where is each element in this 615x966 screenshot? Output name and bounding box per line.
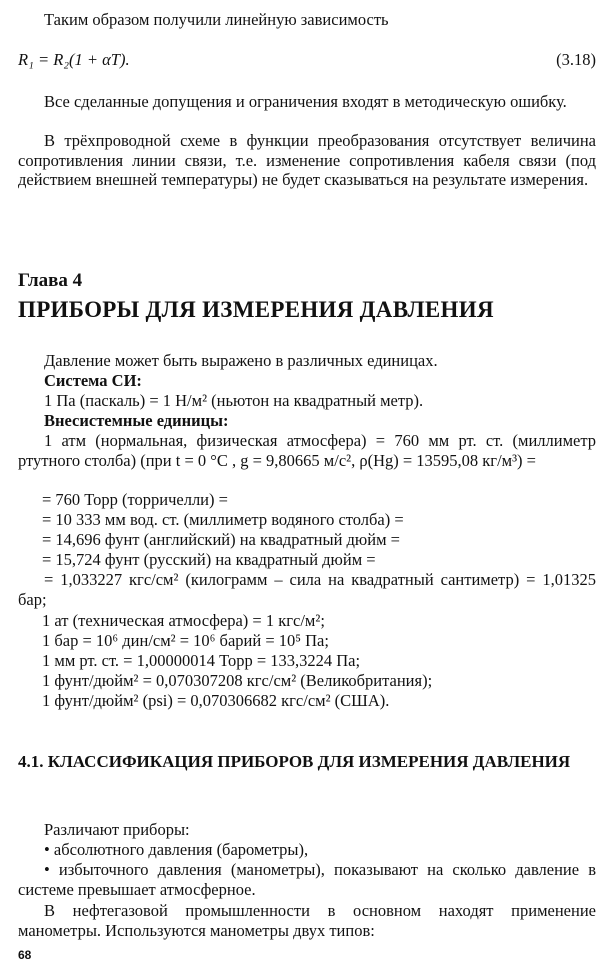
devices-intro: Различают приборы: <box>44 820 190 839</box>
unit-line-psi-uk: 1 фунт/дюйм² = 0,070307208 кгс/см² (Великобритания); <box>42 671 433 690</box>
units-intro: Давление может быть выражено в различных единицах. <box>44 351 438 370</box>
equation-formula: R₁ = R₂(1 + αT). <box>18 50 130 69</box>
chapter-label: Глава 4 <box>18 270 83 291</box>
equivalence-line-water-column: = 10 333 мм вод. ст. (миллиметр водяного столба) = <box>42 510 404 529</box>
bullet-gauge-pressure: • избыточного давления (манометры), показывают на сколько давление в системе превышает атмосферное. <box>18 860 596 899</box>
section-title: 4.1. КЛАССИФИКАЦИЯ ПРИБОРОВ ДЛЯ ИЗМЕРЕНИЯ ДАВЛЕНИЯ <box>18 752 571 771</box>
unit-line-psi-usa: 1 фунт/дюйм² (psi) = 0,070306682 кгс/см² (США). <box>42 691 390 710</box>
equivalence-line-russian-pound: = 15,724 фунт (русский) на квадратный дюйм = <box>42 550 376 569</box>
nonsystem-units-heading: Внесистемные единицы: <box>44 411 229 430</box>
unit-line-technical-atm: 1 ат (техническая атмосфера) = 1 кгс/м²; <box>42 611 325 630</box>
si-definition: 1 Па (паскаль) = 1 Н/м² (ньютон на квадратный метр). <box>44 391 424 410</box>
si-heading: Система СИ: <box>44 371 142 390</box>
equation-3-18 <box>18 50 596 70</box>
equivalence-line-english-pound: = 14,696 фунт (английский) на квадратный дюйм = <box>42 530 400 549</box>
intro-line: Таким образом получили линейную зависимость <box>44 10 389 29</box>
unit-line-mmhg: 1 мм рт. ст. = 1,00000014 Торр = 133,3224 Па; <box>42 651 361 670</box>
page-number: 68 <box>18 948 32 962</box>
equivalence-line-torr: = 760 Торр (торричелли) = <box>42 490 228 509</box>
equation-number: (3.18) <box>556 50 596 69</box>
unit-line-bar: 1 бар = 10⁶ дин/см² = 10⁶ барий = 10⁵ Па; <box>42 631 329 650</box>
chapter-title: ПРИБОРЫ ДЛЯ ИЗМЕРЕНИЯ ДАВЛЕНИЯ <box>18 297 494 322</box>
atm-definition: 1 атм (нормальная, физическая атмосфера) = 760 мм рт. ст. (миллиметр ртутного столба) (при t = 0 °С , g = 9,80665 м/с², ρ(Hg) = 13595,08 кг/м³) = <box>18 431 596 470</box>
paragraph-oil-gas: В нефтегазовой промышленности в основном находят применение манометры. Используются манометры двух типов: <box>18 901 596 940</box>
paragraph-three-wire-scheme: В трёхпроводной схеме в функции преобразования отсутствует величина сопротивления линии связи, т.е. изменение сопротивления кабеля связи (под действием внешней температуры) не будет сказываться на результате измерения. <box>18 131 596 189</box>
kgf-line: = 1,033227 кгс/см² (килограмм – сила на квадратный сантиметр) = 1,01325 бар; <box>18 570 596 609</box>
paragraph-methodical-error: Все сделанные допущения и ограничения входят в методическую ошибку. <box>44 92 567 111</box>
bullet-absolute-pressure: • абсолютного давления (барометры), <box>44 840 309 859</box>
